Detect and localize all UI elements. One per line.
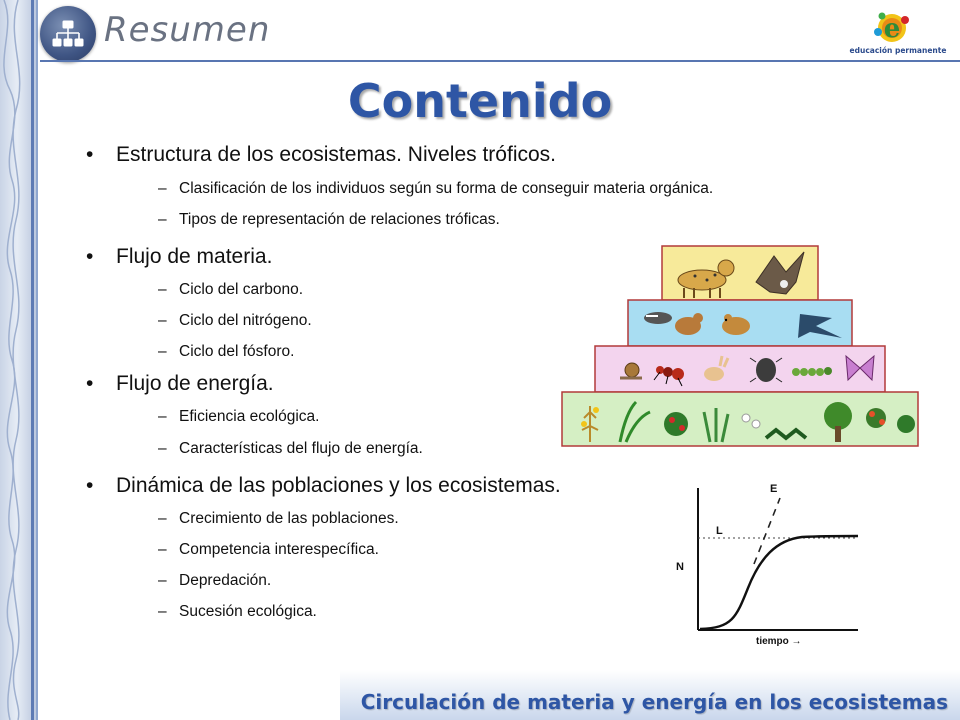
brand-letter: e <box>883 14 901 44</box>
logistic-growth-graph <box>672 478 862 650</box>
trophic-pyramid-illustration <box>560 242 922 450</box>
page-title: Contenido <box>347 74 613 128</box>
section-label: Resumen <box>104 10 271 50</box>
header-divider <box>40 60 960 62</box>
x-axis-label: tiempo → <box>756 636 802 647</box>
y-axis-label: N <box>676 561 684 573</box>
badger-icon <box>644 312 672 324</box>
educacion-permanente-logo <box>838 6 958 66</box>
carrying-capacity-label: L <box>716 525 723 537</box>
inflection-label: E <box>770 483 778 495</box>
pyramid-level-base <box>562 392 918 446</box>
sitemap-icon[interactable] <box>40 6 96 62</box>
footer-title: Circulación de materia y energía en los ecosistemas <box>360 690 948 714</box>
growth-curve <box>700 536 858 629</box>
brand-name: educación permanente <box>849 46 947 55</box>
